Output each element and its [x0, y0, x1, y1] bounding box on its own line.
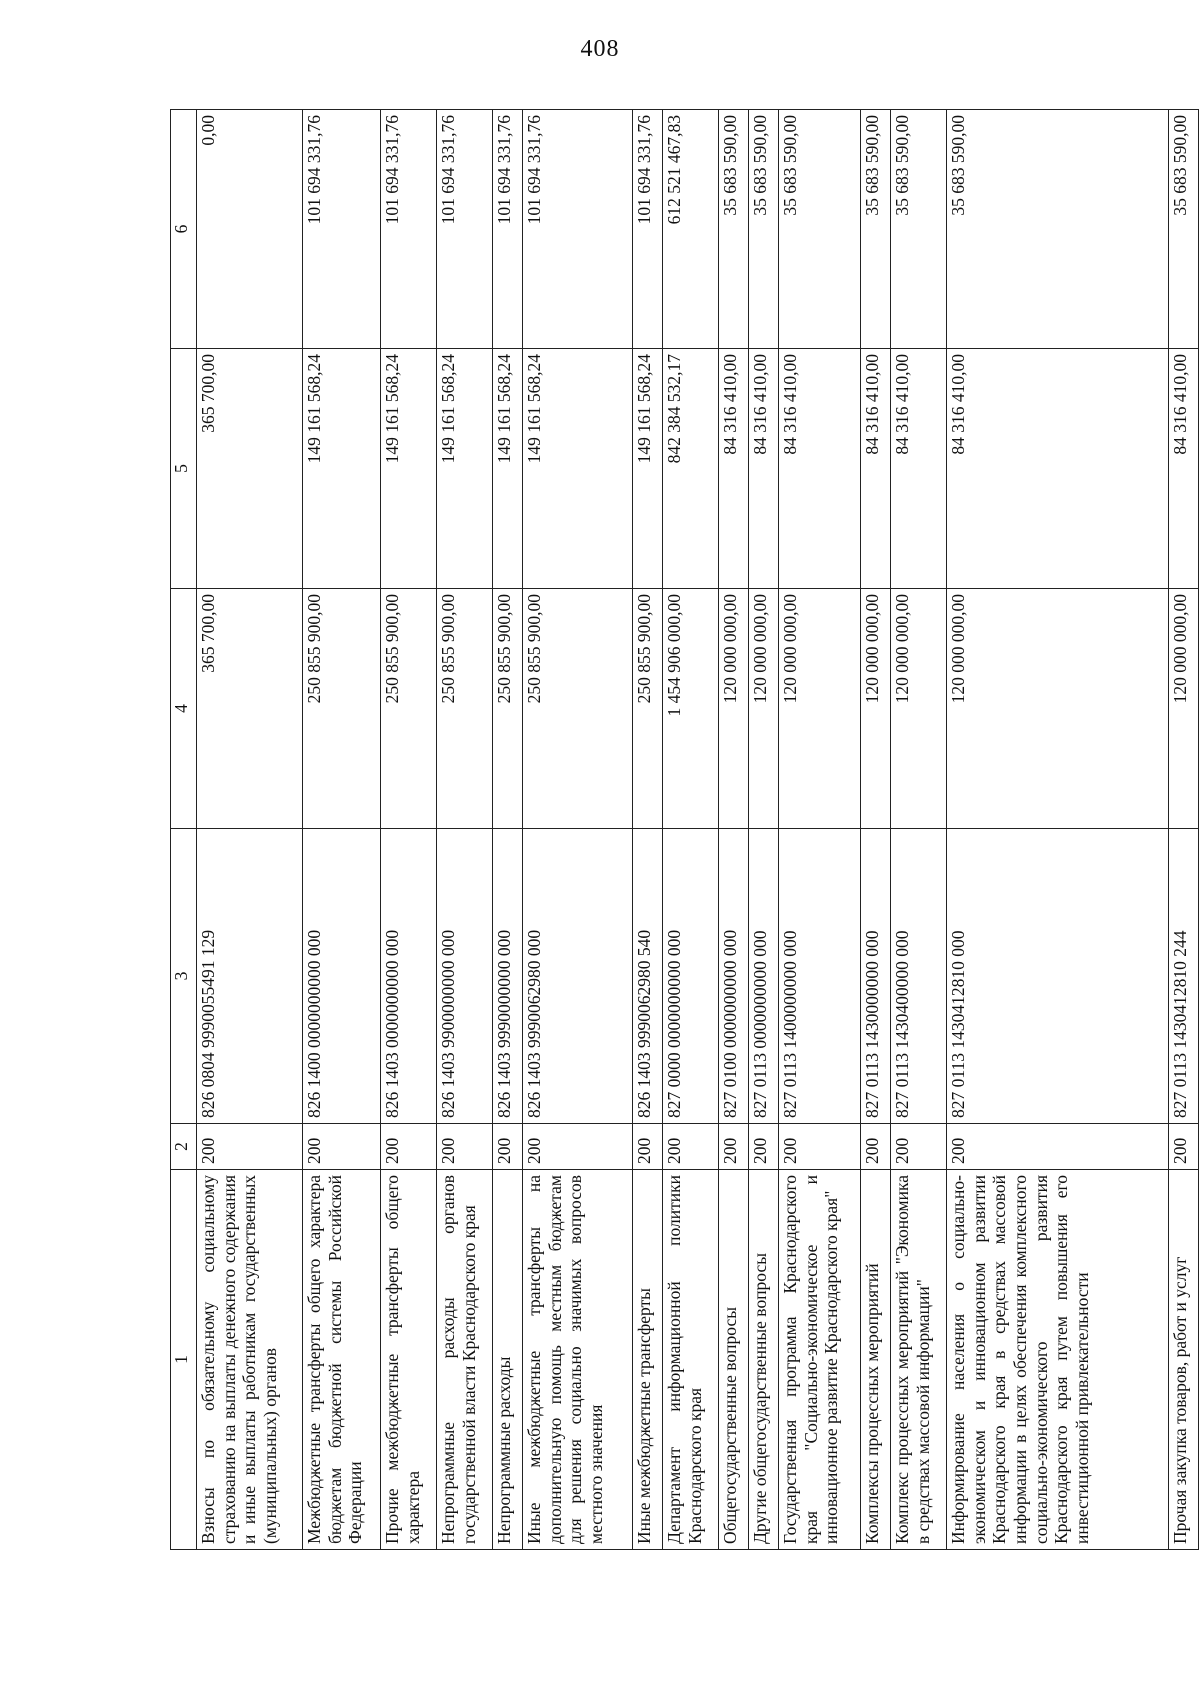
table-row	[197, 110, 303, 1550]
row-value-4: 120 000 000,00	[891, 589, 947, 829]
row-code: 827 0113 1400000000 000	[779, 829, 861, 1124]
row-value-6: 101 694 331,76	[381, 110, 437, 349]
row-col2: 200	[381, 1124, 437, 1170]
table-area	[170, 110, 1190, 1550]
row-code: 827 0100 0000000000 000	[719, 829, 749, 1124]
header-col-2: 2	[171, 1124, 197, 1170]
row-value-5: 84 316 410,00	[779, 349, 861, 589]
row-value-6: 35 683 590,00	[779, 110, 861, 349]
row-code: 826 1403 9990000000 000	[493, 829, 523, 1124]
row-code: 826 1403 9900000000 000	[437, 829, 493, 1124]
header-col-5: 5	[171, 349, 197, 589]
table-row	[749, 110, 779, 1550]
row-code: 826 1403 0000000000 000	[381, 829, 437, 1124]
row-code: 827 0113 1430412810 244	[1169, 829, 1199, 1124]
row-name: Общегосударственные вопросы	[719, 1170, 749, 1550]
table-row	[493, 110, 523, 1550]
row-value-4: 250 855 900,00	[381, 589, 437, 829]
row-value-4: 1 454 906 000,00	[663, 589, 719, 829]
row-name: Комплексы процессных мероприятий	[861, 1170, 891, 1550]
row-col2: 200	[1169, 1124, 1199, 1170]
row-value-5: 842 384 532,17	[663, 349, 719, 589]
table-row	[1169, 110, 1199, 1550]
row-value-5: 149 161 568,24	[303, 349, 381, 589]
row-value-5: 365 700,00	[197, 349, 303, 589]
table-row	[437, 110, 493, 1550]
row-value-4: 250 855 900,00	[493, 589, 523, 829]
row-value-5: 149 161 568,24	[437, 349, 493, 589]
row-value-5: 84 316 410,00	[719, 349, 749, 589]
row-name: Информирование населения о социально-экономическом и инновационном развитии Краснодарского края в средствах массовой информации в целях обеспечения комплексного социально-экономического развития Краснодарского края путем повышения его инвестиционной привлекательности	[947, 1170, 1169, 1550]
row-code: 827 0000 0000000000 000	[663, 829, 719, 1124]
row-name: Департамент информационной политики Краснодарского края	[663, 1170, 719, 1550]
row-value-6: 101 694 331,76	[437, 110, 493, 349]
row-code: 827 0113 1430400000 000	[891, 829, 947, 1124]
row-value-6: 101 694 331,76	[493, 110, 523, 349]
header-col-4: 4	[171, 589, 197, 829]
row-col2: 200	[779, 1124, 861, 1170]
row-code: 826 1400 0000000000 000	[303, 829, 381, 1124]
row-col2: 200	[947, 1124, 1169, 1170]
row-value-5: 149 161 568,24	[493, 349, 523, 589]
row-name: Прочие межбюджетные трансферты общего характера	[381, 1170, 437, 1550]
row-name: Межбюджетные трансферты общего характера бюджетам бюджетной системы Российской Федерации	[303, 1170, 381, 1550]
row-name: Непрограммные расходы органов государственной власти Краснодарского края	[437, 1170, 493, 1550]
row-col2: 200	[861, 1124, 891, 1170]
row-value-4: 250 855 900,00	[437, 589, 493, 829]
row-value-4: 250 855 900,00	[633, 589, 663, 829]
header-col-1: 1	[171, 1170, 197, 1550]
row-value-6: 35 683 590,00	[719, 110, 749, 349]
row-code: 826 1403 9990062980 000	[523, 829, 633, 1124]
row-value-6: 101 694 331,76	[523, 110, 633, 349]
table-row	[947, 110, 1169, 1550]
table-header-row	[171, 110, 197, 1550]
row-value-5: 84 316 410,00	[891, 349, 947, 589]
row-value-6: 35 683 590,00	[891, 110, 947, 349]
row-value-5: 149 161 568,24	[523, 349, 633, 589]
row-value-5: 149 161 568,24	[633, 349, 663, 589]
table-row	[891, 110, 947, 1550]
header-col-6: 6	[171, 110, 197, 349]
row-col2: 200	[663, 1124, 719, 1170]
table-row	[663, 110, 719, 1550]
table-row	[861, 110, 891, 1550]
row-value-5: 149 161 568,24	[381, 349, 437, 589]
row-value-4: 120 000 000,00	[1169, 589, 1199, 829]
row-col2: 200	[493, 1124, 523, 1170]
row-col2: 200	[303, 1124, 381, 1170]
row-value-4: 120 000 000,00	[861, 589, 891, 829]
row-code: 827 0113 0000000000 000	[749, 829, 779, 1124]
row-value-6: 101 694 331,76	[303, 110, 381, 349]
row-col2: 200	[197, 1124, 303, 1170]
row-value-5: 84 316 410,00	[861, 349, 891, 589]
page-number: 408	[580, 36, 620, 62]
row-code: 827 0113 1430412810 000	[947, 829, 1169, 1124]
row-value-6: 35 683 590,00	[947, 110, 1169, 349]
row-value-4: 120 000 000,00	[779, 589, 861, 829]
row-code: 827 0113 1430000000 000	[861, 829, 891, 1124]
row-value-4: 120 000 000,00	[947, 589, 1169, 829]
row-name: Иные межбюджетные трансферты	[633, 1170, 663, 1550]
budget-table	[170, 109, 1199, 1550]
row-value-6: 612 521 467,83	[663, 110, 719, 349]
row-col2: 200	[891, 1124, 947, 1170]
row-name: Другие общегосударственные вопросы	[749, 1170, 779, 1550]
row-col2: 200	[633, 1124, 663, 1170]
row-value-6: 35 683 590,00	[749, 110, 779, 349]
row-col2: 200	[437, 1124, 493, 1170]
row-value-6: 35 683 590,00	[1169, 110, 1199, 349]
table-rotation-wrapper	[170, 110, 1190, 1550]
row-name: Взносы по обязательному социальному страхованию на выплаты денежного содержания и иные выплаты работникам государственных (муниципальных) органов	[197, 1170, 303, 1550]
row-col2: 200	[523, 1124, 633, 1170]
row-value-4: 120 000 000,00	[749, 589, 779, 829]
row-code: 826 1403 9990062980 540	[633, 829, 663, 1124]
table-row	[523, 110, 633, 1550]
row-col2: 200	[719, 1124, 749, 1170]
table-row	[719, 110, 749, 1550]
header-col-3: 3	[171, 829, 197, 1124]
row-name: Прочая закупка товаров, работ и услуг	[1169, 1170, 1199, 1550]
row-value-4: 250 855 900,00	[523, 589, 633, 829]
table-row	[779, 110, 861, 1550]
row-value-5: 84 316 410,00	[1169, 349, 1199, 589]
row-value-5: 84 316 410,00	[947, 349, 1169, 589]
table-row	[303, 110, 381, 1550]
row-value-6: 0,00	[197, 110, 303, 349]
row-name: Государственная программа Краснодарского края "Социально-экономическое и инновационное развитие Краснодарского края"	[779, 1170, 861, 1550]
row-value-4: 120 000 000,00	[719, 589, 749, 829]
row-value-4: 250 855 900,00	[303, 589, 381, 829]
row-name: Комплекс процессных мероприятий "Экономика в средствах массовой информации"	[891, 1170, 947, 1550]
row-value-6: 101 694 331,76	[633, 110, 663, 349]
row-name: Непрограммные расходы	[493, 1170, 523, 1550]
table-row	[381, 110, 437, 1550]
row-value-5: 84 316 410,00	[749, 349, 779, 589]
row-name: Иные межбюджетные трансферты на дополнительную помощь местным бюджетам для решения социально значимых вопросов местного значения	[523, 1170, 633, 1550]
table-row	[633, 110, 663, 1550]
row-value-6: 35 683 590,00	[861, 110, 891, 349]
row-code: 826 0804 9990055491 129	[197, 829, 303, 1124]
row-value-4: 365 700,00	[197, 589, 303, 829]
row-col2: 200	[749, 1124, 779, 1170]
